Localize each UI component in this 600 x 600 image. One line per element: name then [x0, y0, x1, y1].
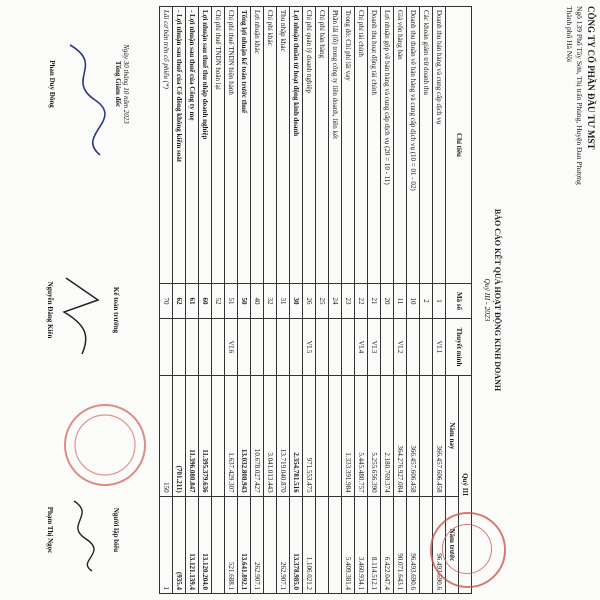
- row-label: Chi phí thuế TNDN hiện hành: [225, 7, 238, 284]
- row-code: 20: [381, 284, 394, 319]
- row-note: VI.3: [368, 319, 381, 376]
- accountant-name: Nguyễn Đăng Kiên: [46, 281, 54, 339]
- row-last-year: 13.121.139.4: [186, 496, 199, 593]
- row-this-year: [329, 376, 342, 497]
- table-row: [290, 7, 303, 594]
- col-header-item: Chỉ tiêu: [446, 7, 472, 284]
- table-row: [225, 7, 238, 594]
- row-label: Doanh thu thuần về bán hàng và cung cấp dịch vụ (10 = 01 - 02): [407, 7, 420, 284]
- company-address: Ngõ 139 Phố Tây Sơn, Thị trấn Phùng, Huyện Đan Phượng: [575, 6, 584, 185]
- row-note: [420, 319, 433, 376]
- row-this-year: 13.032.808.943: [238, 376, 251, 497]
- table-row: [355, 7, 368, 594]
- row-code: 61: [186, 284, 199, 319]
- row-last-year: 8.114.512.1: [368, 496, 381, 593]
- row-this-year: 10.678.027.427: [251, 376, 264, 497]
- row-code: 50: [238, 284, 251, 319]
- table-row: [433, 7, 446, 594]
- col-header-note: Thuyết minh: [446, 319, 472, 376]
- row-this-year: 11.396.080.847: [186, 376, 199, 497]
- row-note: VI.1: [433, 319, 446, 376]
- company-stamp: [430, 512, 506, 588]
- table-row: [277, 7, 290, 594]
- row-note: [342, 319, 355, 376]
- row-code: 60: [199, 284, 212, 319]
- row-note: [251, 319, 264, 376]
- row-last-year: 96.493.690.6: [433, 496, 446, 593]
- director-signature-scribble: [60, 40, 110, 160]
- signature-date: Ngày 30 tháng 10 năm 2023: [122, 44, 130, 124]
- table-row: [368, 7, 381, 594]
- row-note: VI.2: [394, 319, 407, 376]
- row-code: 10: [407, 284, 420, 319]
- row-last-year: [316, 496, 329, 593]
- row-this-year: 5.445.480.757: [355, 376, 368, 497]
- table-row: [329, 7, 342, 594]
- row-this-year: 971.553.475: [303, 376, 316, 497]
- company-name: CÔNG TY CỔ PHẦN ĐẦU TƯ MST: [586, 6, 596, 150]
- row-note: [160, 319, 173, 376]
- row-label: Doanh thu bán hàng và cung cấp dịch vụ: [433, 7, 446, 284]
- row-last-year: 13.378.985.0: [290, 496, 303, 593]
- row-last-year: [212, 496, 225, 593]
- report-title: BÁO CÁO KẾT QUẢ HOẠT ĐỘNG KINH DOANH: [493, 208, 502, 392]
- row-label: Giá vốn hàng bán: [394, 7, 407, 284]
- col-header-this-year: Năm nay: [446, 376, 459, 497]
- row-last-year: 6.422.047.4: [381, 496, 394, 593]
- table-row: [251, 7, 264, 594]
- row-last-year: 1.106.021.2: [303, 496, 316, 593]
- row-last-year: 262.907.1: [251, 496, 264, 593]
- row-this-year: 2.354.781.516: [290, 376, 303, 497]
- row-code: 62: [173, 284, 186, 319]
- row-label: Lợi nhuận sau thuế thu nhập doanh nghiệp: [199, 7, 212, 284]
- table-row: [212, 7, 225, 594]
- accountant-signature-scribble: [58, 270, 104, 360]
- row-code: 26: [303, 284, 316, 319]
- row-code: 52: [212, 284, 225, 319]
- table-row: [342, 7, 355, 594]
- row-last-year: (935.4: [173, 496, 186, 593]
- preparer-name: Phạm Thị Ngọc: [46, 506, 54, 554]
- row-note: [199, 319, 212, 376]
- row-this-year: 5.255.656.390: [368, 376, 381, 497]
- row-this-year: [420, 376, 433, 497]
- row-note: [329, 319, 342, 376]
- row-note: [381, 319, 394, 376]
- row-code: 2: [420, 284, 433, 319]
- row-last-year: 262.907.1: [277, 496, 290, 593]
- row-note: [290, 319, 303, 376]
- row-note: VI.4: [355, 319, 368, 376]
- row-label: Lợi nhuận khác: [251, 7, 264, 284]
- row-this-year: 13.719.040.870: [277, 376, 290, 497]
- row-last-year: [264, 496, 277, 593]
- row-note: [277, 319, 290, 376]
- row-last-year: 13.641.892.1: [238, 496, 251, 593]
- preparer-title: Người lập biểu: [112, 507, 120, 553]
- row-note: [238, 319, 251, 376]
- row-this-year: 2.180.769.374: [381, 376, 394, 497]
- row-note: [173, 319, 186, 376]
- row-code: 40: [251, 284, 264, 319]
- row-this-year: 366.457.606.458: [433, 376, 446, 497]
- row-last-year: 13.120.204.0: [199, 496, 212, 593]
- col-header-quarter: Quý III: [459, 376, 472, 594]
- col-header-code: Mã số: [446, 284, 472, 319]
- row-code: 24: [329, 284, 342, 319]
- row-code: 32: [264, 284, 277, 319]
- row-note: VI.5: [303, 319, 316, 376]
- table-row: [407, 7, 420, 594]
- row-code: 21: [368, 284, 381, 319]
- row-note: [264, 319, 277, 376]
- row-label: Chi phí quản lý doanh nghiệp: [303, 7, 316, 284]
- income-statement-table: [159, 6, 472, 594]
- row-last-year: 521.688.1: [225, 496, 238, 593]
- row-last-year: 96.493.690.6: [407, 496, 420, 593]
- table-row: [316, 7, 329, 594]
- row-this-year: [212, 376, 225, 497]
- row-code: 70: [160, 284, 173, 319]
- row-note: [212, 319, 225, 376]
- table-row: [303, 7, 316, 594]
- row-label: Lợi nhuận thuần từ hoạt động kinh doanh: [290, 7, 303, 284]
- row-this-year: 366.457.606.458: [407, 376, 420, 497]
- row-this-year: 1.333.391.984: [342, 376, 355, 497]
- row-note: VI.6: [225, 319, 238, 376]
- row-label: - Lợi nhuận sau thuế của Cổ đông không kiểm soát: [173, 7, 186, 284]
- row-note: [186, 319, 199, 376]
- row-label: Phần lãi (lỗ) trong công ty liên doanh, liên kết: [329, 7, 342, 284]
- row-code: 22: [355, 284, 368, 319]
- report-period: Quý III - 2023: [483, 278, 492, 322]
- row-label: Trong đó: Chi phí lãi vay: [342, 7, 355, 284]
- row-code: 25: [316, 284, 329, 319]
- row-last-year: 5.409.381.4: [342, 496, 355, 593]
- row-label: Lợi nhuận gộp về bán hàng và cung cấp dịch vụ (20 = 10 - 11): [381, 7, 394, 284]
- row-last-year: 90.071.643.1: [394, 496, 407, 593]
- row-this-year: 364.276.927.084: [394, 376, 407, 497]
- row-this-year: [316, 376, 329, 497]
- row-label: Chi phí thuế TNDN hoãn lại: [212, 7, 225, 284]
- row-code: 31: [277, 284, 290, 319]
- row-label: Tổng lợi nhuận kế toán trước thuế: [238, 7, 251, 284]
- table-row: [160, 7, 173, 594]
- row-last-year: [329, 496, 342, 593]
- row-note: [316, 319, 329, 376]
- row-label: Các khoản giảm trừ doanh thu: [420, 7, 433, 284]
- row-code: 11: [394, 284, 407, 319]
- accountant-title: Kế toán trưởng: [112, 286, 120, 334]
- row-code: 1: [433, 284, 446, 319]
- col-header-last-year: Năm trước: [446, 496, 459, 593]
- table-row: [199, 7, 212, 594]
- row-this-year: 11.395.379.636: [199, 376, 212, 497]
- row-label: Chi phí tài chính: [355, 7, 368, 284]
- director-name: Phan Duy Đông: [48, 60, 56, 108]
- row-label: Doanh thu hoạt động tài chính: [368, 7, 381, 284]
- row-last-year: 1: [160, 496, 173, 593]
- row-code: 30: [290, 284, 303, 319]
- table-row: [186, 7, 199, 594]
- row-this-year: 3.041.013.443: [264, 376, 277, 497]
- row-note: [407, 319, 420, 376]
- table-row: [173, 7, 186, 594]
- red-stamp-seal: [60, 380, 150, 510]
- row-label: - Lợi nhuận sau thuế của Công ty mẹ: [186, 7, 199, 284]
- row-this-year: (701.211): [173, 376, 186, 497]
- table-row: [381, 7, 394, 594]
- row-code: 23: [342, 284, 355, 319]
- table-row: [420, 7, 433, 594]
- row-last-year: 3.460.934.1: [355, 496, 368, 593]
- director-title: Tổng Giám đốc: [114, 60, 122, 108]
- row-label: Lãi cơ bản trên cổ phiếu (*): [160, 7, 173, 284]
- table-row: [264, 7, 277, 594]
- row-code: 51: [225, 284, 238, 319]
- row-this-year: 150: [160, 376, 173, 497]
- table-row: [238, 7, 251, 594]
- row-label: Chi phí khác: [264, 7, 277, 284]
- row-label: Thu nhập khác: [277, 7, 290, 284]
- row-label: Chi phí bán hàng: [316, 7, 329, 284]
- company-city: Thành phố Hà Nội: [565, 6, 574, 63]
- table-row: [394, 7, 407, 594]
- row-this-year: 1.637.429.307: [225, 376, 238, 497]
